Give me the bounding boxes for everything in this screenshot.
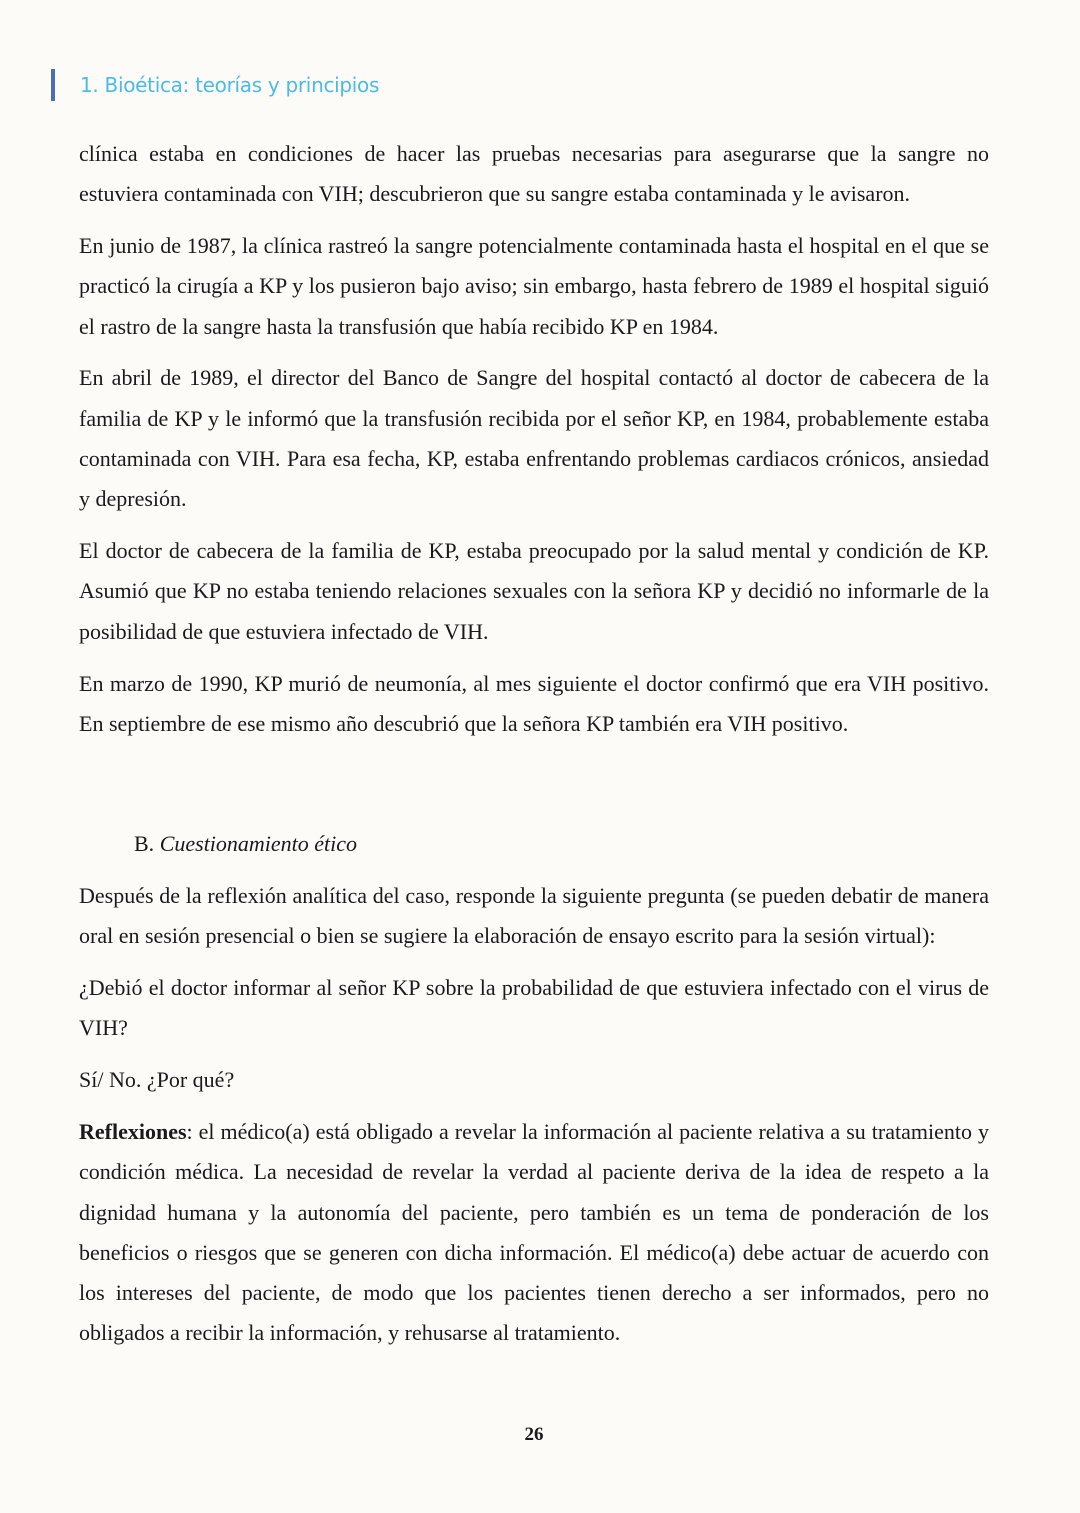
section-title: Cuestionamiento ético [159,831,358,857]
document-body [79,134,989,1365]
question: ¿Debió el doctor informar al señor KP sobre la probabilidad de que estuviera infectado con el virus de VIH? [79,975,989,1041]
reflection-paragraph [79,1112,989,1354]
paragraph: Después de la reflexión analítica del caso, responde la siguiente pregunta (se pueden debatir de manera oral en sesión presencial o bien se sugiere la elaboración de ensayo escrito para la sesión virtual): [79,882,989,949]
answer-prompt: Sí/ No. ¿Por qué? [79,1067,235,1093]
paragraph: El doctor de cabecera de la familia de KP, estaba preocupado por la salud mental y condición de KP. Asumió que KP no estaba teniendo relaciones sexuales con la señora KP y decidió no informarle de la posibilidad de que estuviera infectado de VIH. [79,538,989,644]
section-heading [79,824,989,864]
paragraph: En marzo de 1990, KP murió de neumonía, al mes siguiente el doctor confirmó que era VIH positivo. En septiembre de ese mismo año descubrió que la señora KP también era VIH positivo. [79,670,989,736]
paragraph: clínica estaba en condiciones de hacer las pruebas necesarias para asegurarse que la sangre no estuviera contaminada con VIH; descubrieron que su sangre estaba contaminada y le avisaron. [79,141,989,207]
reflection-text: : el médico(a) está obligado a revelar la información al paciente relativa a su tratamiento y condición médica. La necesidad de revelar la verdad al paciente deriva de la idea de respeto a la dignidad humana y la autonomía del paciente, pero también es un tema de ponderación de los beneficios o riesgos que se generen con dicha información. El médico(a) debe actuar de acuerdo con los intereses del paciente, de modo que los pacientes tienen derecho a ser informados, pero no obligados a recibir la información, y rehusarse al tratamiento. [79,1118,989,1346]
header-accent-bar [51,69,55,101]
section-letter: B. [134,831,155,857]
header-title: 1. Bioética: teorías y principios [80,73,380,97]
paragraph: En junio de 1987, la clínica rastreó la sangre potencialmente contaminada hasta el hospital en el que se practicó la cirugía a KP y los pusieron bajo aviso; sin embargo, hasta febrero de 1989 el hospital siguió el rastro de la sangre hasta la transfusión que había recibido KP en 1984. [79,233,989,339]
reflection-label: Reflexiones [79,1118,187,1144]
paragraph: En abril de 1989, el director del Banco de Sangre del hospital contactó al doctor de cabecera de la familia de KP y le informó que la transfusión recibida por el señor KP, en 1984, probablemente estaba contaminada con VIH. Para esa fecha, KP, estaba enfrentando problemas cardiacos crónicos, ansiedad y depresión. [79,365,989,512]
page-number: 26 [524,1424,544,1445]
running-header [51,70,379,100]
